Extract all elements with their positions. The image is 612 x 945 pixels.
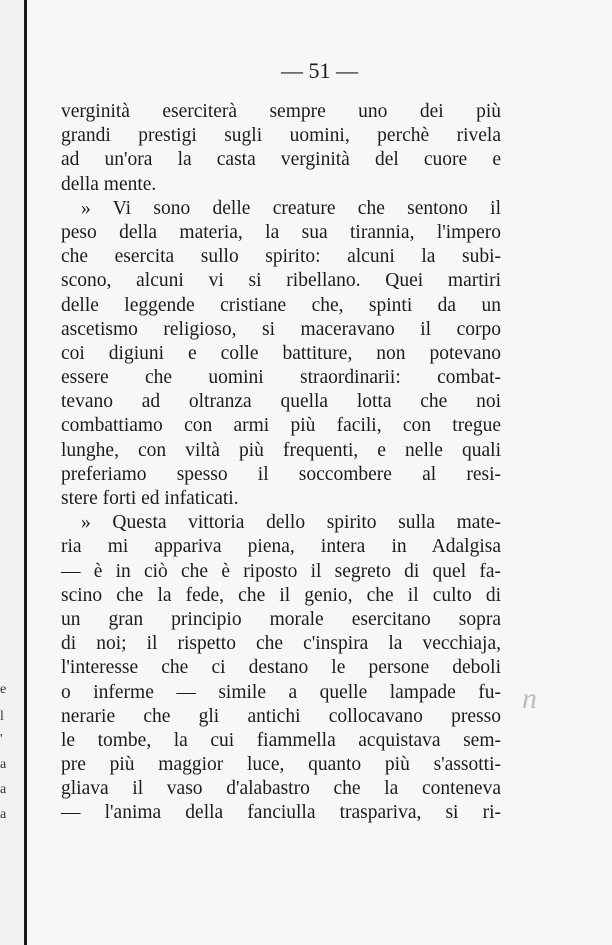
edge-letter: a: [0, 807, 7, 822]
text-line: di noi; il rispetto che c'inspira la vecchiaja,: [61, 633, 501, 655]
edge-letter: ': [0, 732, 3, 747]
text-line: l'interesse che ci destano le persone deboli: [61, 657, 501, 679]
edge-letter: a: [0, 757, 7, 772]
text-line: ad un'ora la casta verginità del cuore e: [61, 149, 501, 171]
edge-letter: l: [0, 709, 4, 724]
margin-pencil-mark: n: [522, 682, 537, 715]
text-line: stere forti ed infaticati.: [61, 488, 239, 509]
text-line: » Vi sono delle creature che sentono il: [81, 197, 501, 219]
text-line: nerarie che gli antichi collocavano presso: [61, 705, 501, 727]
text-line: verginità eserciterà sempre uno dei più: [61, 101, 501, 122]
text-line: — è in ciò che è riposto il segreto di quel fa-: [61, 560, 501, 582]
text-line: peso della materia, la sua tirannia, l'impero: [61, 221, 501, 243]
body-text: [61, 100, 501, 826]
text-line: che esercita sullo spirito: alcuni la subi-: [61, 246, 501, 268]
text-line: pre più maggior luce, quanto più s'assotti-: [61, 754, 501, 776]
text-line: tevano ad oltranza quella lotta che noi: [61, 391, 501, 413]
text-line: essere che uomini straordinarii: combat-: [61, 367, 501, 389]
text-line: ascetismo religioso, si maceravano il corpo: [61, 318, 501, 340]
previous-page-edge: [0, 0, 27, 945]
text-line: coi digiuni e colle battiture, non potevano: [61, 342, 501, 364]
text-line: — l'anima della fanciulla traspariva, si ri-: [61, 802, 501, 824]
text-line: o inferme — simile a quelle lampade fu-: [61, 681, 501, 703]
text-line: della mente.: [61, 173, 157, 195]
edge-letter: e: [0, 682, 7, 697]
text-line: lunghe, con viltà più frequenti, e nelle quali: [61, 439, 501, 461]
text-line: combattiamo con armi più facili, con tregue: [61, 415, 501, 437]
text-line: un gran principio morale esercitano sopra: [61, 608, 501, 630]
text-line: scono, alcuni vi si ribellano. Quei martiri: [61, 270, 501, 292]
text-line: preferiamo spesso il soccombere al resi-: [61, 463, 501, 485]
text-line: ria mi appariva piena, intera in Adalgisa: [61, 536, 501, 558]
text-line: grandi prestigi sugli uomini, perchè rivela: [61, 125, 501, 147]
text-line: scino che la fede, che il genio, che il culto di: [61, 584, 501, 606]
edge-letter: a: [0, 782, 7, 797]
book-page: [27, 0, 612, 945]
text-line: le tombe, la cui fiammella acquistava sem-: [61, 729, 501, 751]
text-line: gliava il vaso d'alabastro che la conteneva: [61, 778, 501, 800]
text-line: delle leggende cristiane che, spinti da un: [61, 294, 501, 316]
text-line: » Questa vittoria dello spirito sulla mate-: [81, 512, 501, 534]
page-number: — 51 —: [281, 58, 358, 83]
